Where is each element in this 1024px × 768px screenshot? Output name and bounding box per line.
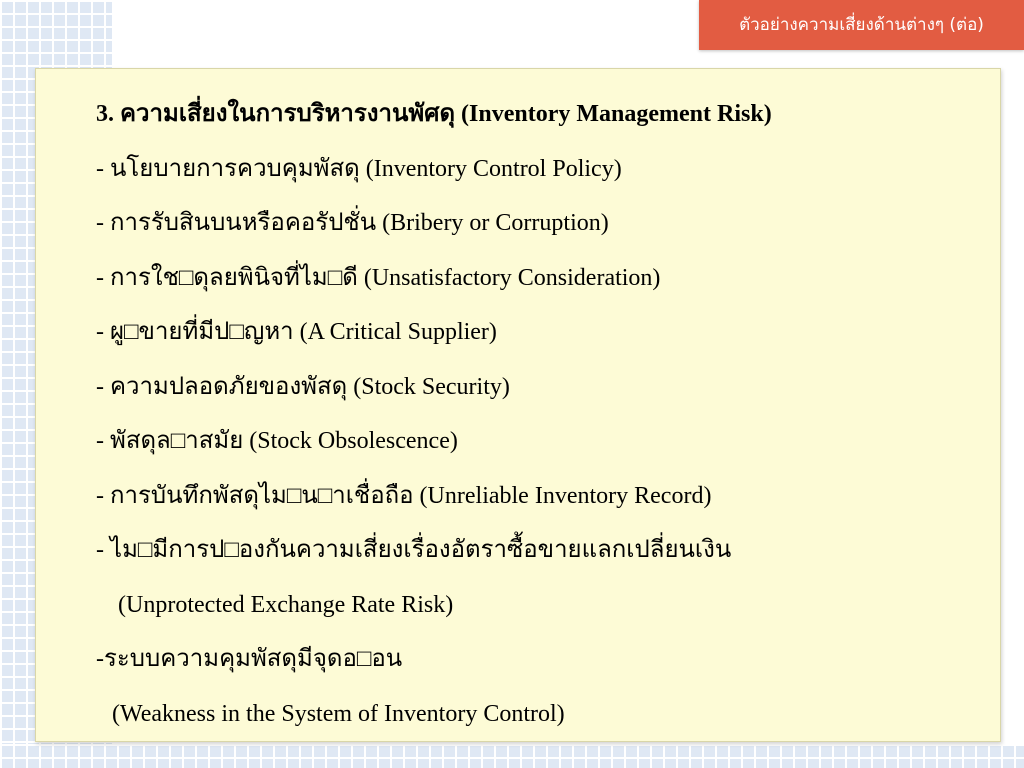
list-item-exchange-rate-risk-english: (Unprotected Exchange Rate Risk) bbox=[118, 591, 454, 618]
list-item-weak-control-system-english: (Weakness in the System of Inventory Control) bbox=[112, 700, 565, 727]
list-item-critical-supplier: - ผู□ขายที่มีป□ญหา (A Critical Supplier) bbox=[96, 319, 497, 345]
list-item-stock-obsolescence: - พัสดุล□าสมัย (Stock Obsolescence) bbox=[96, 428, 458, 454]
list-item-unsatisfactory-consideration: - การใช□ดุลยพินิจที่ไม□ดี (Unsatisfactory Consideration) bbox=[96, 264, 661, 291]
content-text-block bbox=[96, 87, 976, 741]
list-item-exchange-rate-risk: - ไม□มีการป□องกันความเสี่ยงเรื่องอัตราซื้อขายแลกเปลี่ยนเงิน bbox=[96, 537, 732, 563]
section-heading: 3. ความเสี่ยงในการบริหารงานพัศดุ (Inventory Management Risk) bbox=[96, 101, 772, 127]
list-item-bribery-or-corruption: - การรับสินบนหรือคอรัปชั่น (Bribery or Corruption) bbox=[96, 210, 609, 236]
background-grid-bottom bbox=[0, 744, 1024, 768]
content-panel bbox=[35, 68, 1001, 742]
list-item-unreliable-inventory-record: - การบันทึกพัสดุไม□น□าเชื่อถือ (Unreliable Inventory Record) bbox=[96, 482, 712, 509]
list-item-weak-control-system: -ระบบความคุมพัสดุมีจุดอ□อน bbox=[96, 646, 403, 672]
list-item-stock-security: - ความปลอดภัยของพัสดุ (Stock Security) bbox=[96, 373, 510, 400]
slide-title-tag: ตัวอย่างความเสี่ยงด้านต่างๆ (ต่อ) bbox=[699, 0, 1024, 50]
list-item-inventory-control-policy: - นโยบายการควบคุมพัสดุ (Inventory Control Policy) bbox=[96, 155, 622, 182]
